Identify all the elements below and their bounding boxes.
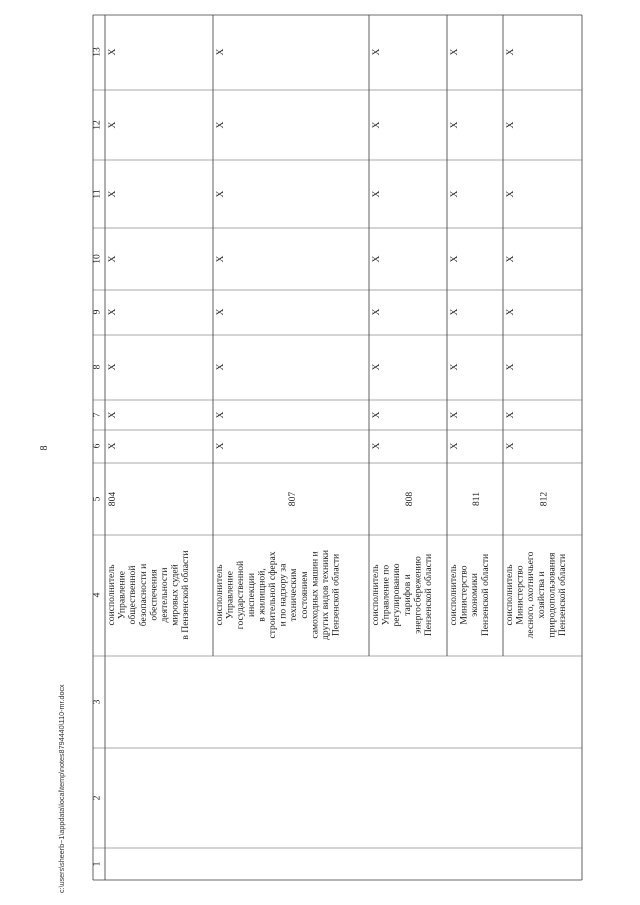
cell-name-line: обеспечения xyxy=(148,569,160,621)
cell-mark-x: X xyxy=(371,363,382,371)
page-number-area xyxy=(39,446,50,451)
cell-name-line: соисполнитель xyxy=(448,564,459,626)
cell-mark-x: X xyxy=(371,442,382,450)
cell-name-line: Пензенской области xyxy=(557,553,568,637)
cell-name-line: лесного, охотничьего xyxy=(525,551,537,639)
cell-mark-x: X xyxy=(215,363,226,371)
column-number-7: 7 xyxy=(91,412,103,418)
cell-name-line: инспекции xyxy=(245,573,257,617)
cell-name-line: соисполнитель xyxy=(106,564,117,626)
column-number-1: 1 xyxy=(91,861,103,867)
cell-mark-x: X xyxy=(449,121,460,129)
cell-mark-x: X xyxy=(215,190,226,198)
cell-code: 804 xyxy=(107,491,118,507)
cell-mark-x: X xyxy=(371,308,382,316)
cell-name-line: мировых судей xyxy=(169,564,181,626)
cell-mark-x: X xyxy=(449,190,460,198)
cell-name-line: экономики xyxy=(469,573,481,617)
cell-name-line: Пензенской области xyxy=(330,553,342,637)
cell-code: 808 xyxy=(404,491,415,507)
column-number-12: 12 xyxy=(91,120,103,130)
cell-code: 811 xyxy=(471,491,482,507)
cell-mark-x: X xyxy=(215,411,226,419)
cell-mark-x: X xyxy=(505,255,516,263)
column-number-10: 10 xyxy=(91,254,103,264)
cell-mark-x: X xyxy=(505,48,516,56)
cell-code: 812 xyxy=(538,491,550,507)
cell-name-line: Управление по xyxy=(380,564,392,626)
cell-mark-x: X xyxy=(107,363,118,371)
column-number-13: 13 xyxy=(91,47,103,57)
cell-mark-x: X xyxy=(107,308,118,316)
cell-mark-x: X xyxy=(107,411,118,419)
cell-name-line: и по надзору за xyxy=(277,563,289,627)
column-number-9: 9 xyxy=(91,309,103,315)
cell-name-line: соисполнитель xyxy=(214,564,225,626)
cell-name-line: соисполнитель xyxy=(370,564,381,626)
cell-mark-x: X xyxy=(371,411,382,419)
column-number-2: 2 xyxy=(91,795,103,801)
cell-mark-x: X xyxy=(215,255,226,263)
cell-name-line: Пензенской области xyxy=(479,553,491,637)
cell-name-line: государственной xyxy=(235,560,247,630)
cell-mark-x: X xyxy=(215,308,226,316)
cell-mark-x: X xyxy=(215,121,226,129)
cell-mark-x: X xyxy=(449,411,460,419)
cell-mark-x: X xyxy=(505,442,516,450)
cell-mark-x: X xyxy=(215,442,226,450)
cell-mark-x: X xyxy=(505,308,516,316)
cell-name-line: энергосбережению xyxy=(412,556,424,634)
cell-name-line: состоянием xyxy=(298,571,310,619)
cell-mark-x: X xyxy=(107,190,118,198)
cell-name-line: регулированию xyxy=(391,563,403,627)
cell-name-line: Управление xyxy=(116,570,128,620)
cell-mark-x: X xyxy=(215,48,226,56)
column-number-11: 11 xyxy=(91,189,103,199)
cell-mark-x: X xyxy=(371,190,382,198)
cell-name-line: самоходных машин и xyxy=(309,551,321,639)
cell-name-line: Министерство xyxy=(514,565,526,625)
cell-mark-x: X xyxy=(107,442,118,450)
cell-name-line: в Пензенской области xyxy=(180,550,192,640)
cell-name-line: Управление xyxy=(224,570,236,620)
footer-file-path: c:\users\sheerb~1\appdata\local\temp\notes8794440\110-mr.docx xyxy=(57,684,66,893)
cell-name-line: строительной сферах xyxy=(267,551,278,639)
cell-name-line: техническим xyxy=(288,568,300,622)
cell-mark-x: X xyxy=(505,190,516,198)
column-number-6: 6 xyxy=(91,443,103,449)
page-number: 8 xyxy=(39,445,50,451)
cell-mark-x: X xyxy=(107,255,118,263)
cell-name-line: хозяйства и xyxy=(535,571,547,619)
cell-name-line: соисполнитель xyxy=(504,564,515,626)
cell-mark-x: X xyxy=(371,48,382,56)
cell-name-line: безопасности и xyxy=(137,563,149,627)
column-number-3: 3 xyxy=(91,699,103,705)
column-number-4: 4 xyxy=(91,592,103,598)
cell-name-line: в жилищной, xyxy=(256,568,268,622)
cell-name-line: Министерство xyxy=(458,565,470,625)
cell-mark-x: X xyxy=(371,255,382,263)
cell-mark-x: X xyxy=(371,121,382,129)
cell-name-line: Пензенской области xyxy=(423,553,434,637)
cell-mark-x: X xyxy=(449,442,460,450)
cell-name-line: деятельности xyxy=(159,567,170,623)
footer-area xyxy=(57,684,66,893)
cell-mark-x: X xyxy=(107,48,118,56)
cell-mark-x: X xyxy=(505,411,516,419)
column-number-8: 8 xyxy=(91,364,103,370)
cell-mark-x: X xyxy=(449,308,460,316)
cell-mark-x: X xyxy=(449,48,460,56)
cell-mark-x: X xyxy=(505,121,516,129)
cell-name-line: природопользования xyxy=(546,552,558,638)
column-number-5: 5 xyxy=(91,496,103,502)
cell-code: 807 xyxy=(287,491,298,507)
cell-mark-x: X xyxy=(107,121,118,129)
cell-name-line: тарифов и xyxy=(401,574,413,616)
cell-mark-x: X xyxy=(505,363,516,371)
cell-mark-x: X xyxy=(449,363,460,371)
cell-mark-x: X xyxy=(449,255,460,263)
cell-name-line: общественной xyxy=(127,565,139,625)
cell-name-line: других видов техники xyxy=(320,549,331,641)
